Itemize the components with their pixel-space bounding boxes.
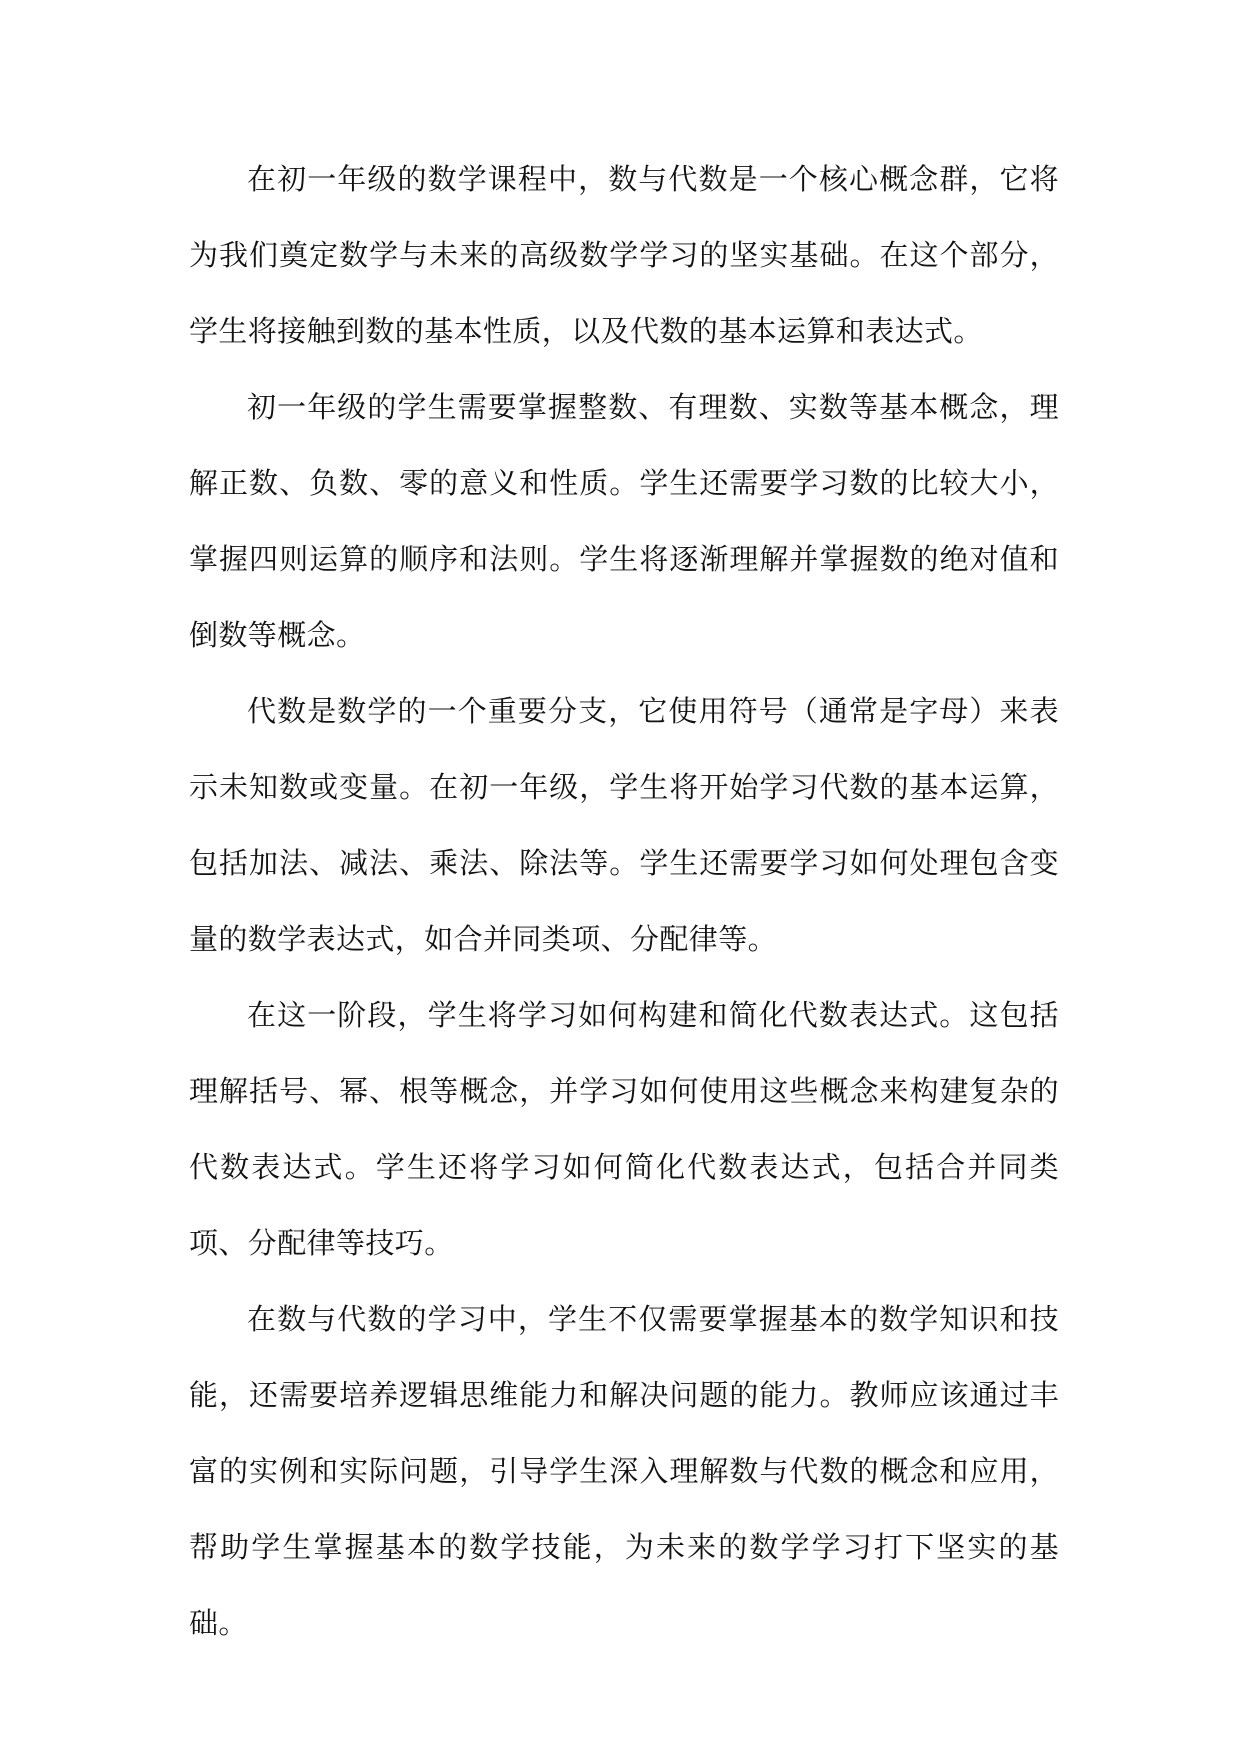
paragraph-3: 代数是数学的一个重要分支，它使用符号（通常是字母）来表示未知数或变量。在初一年级，学生将开始学习代数的基本运算，包括加法、减法、乘法、除法等。学生还需要学习如何处理包含变量的数学表达式，如合并同类项、分配律等。: [189, 694, 1059, 956]
paragraph-2: 初一年级的学生需要掌握整数、有理数、实数等基本概念，理解正数、负数、零的意义和性质。学生还需要学习数的比较大小，掌握四则运算的顺序和法则。学生将逐渐理解并掌握数的绝对值和倒数等概念。: [189, 390, 1059, 652]
document-body: [189, 141, 1059, 1661]
paragraph-4: 在这一阶段，学生将学习如何构建和简化代数表达式。这包括理解括号、幂、根等概念，并学习如何使用这些概念来构建复杂的代数表达式。学生还将学习如何简化代数表达式，包括合并同类项、分配律等技巧。: [189, 998, 1059, 1260]
paragraph-1: 在初一年级的数学课程中，数与代数是一个核心概念群，它将为我们奠定数学与未来的高级数学学习的坚实基础。在这个部分，学生将接触到数的基本性质，以及代数的基本运算和表达式。: [189, 162, 1059, 348]
paragraph-5: 在数与代数的学习中，学生不仅需要掌握基本的数学知识和技能，还需要培养逻辑思维能力和解决问题的能力。教师应该通过丰富的实例和实际问题，引导学生深入理解数与代数的概念和应用，帮助学生掌握基本的数学技能，为未来的数学学习打下坚实的基础。: [189, 1302, 1059, 1640]
